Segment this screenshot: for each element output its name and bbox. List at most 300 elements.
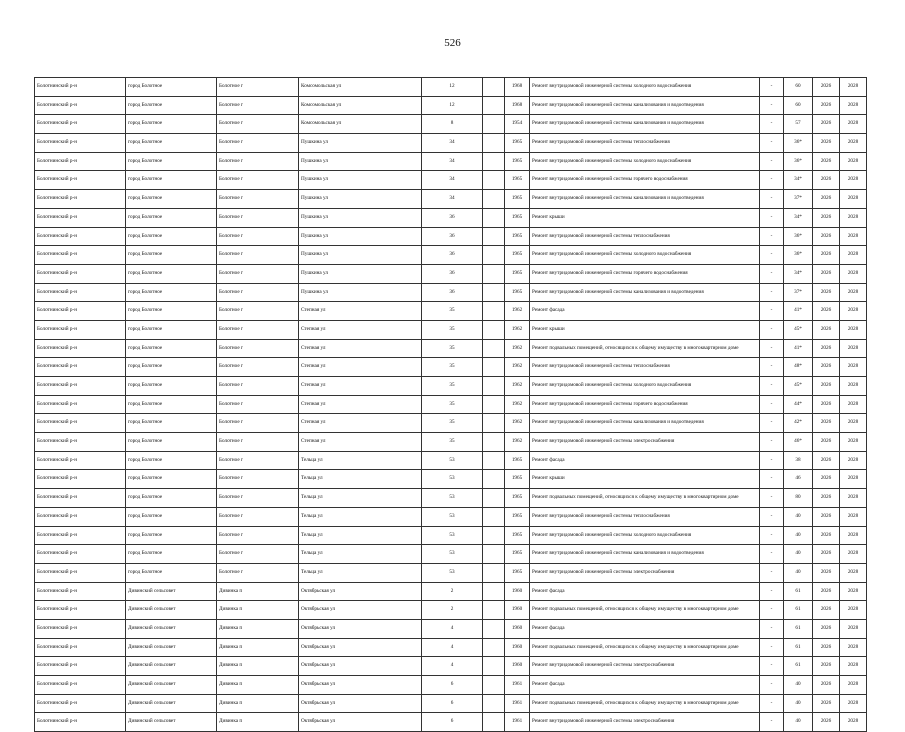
year-from-cell: 2026 [813,582,840,601]
municipality-cell: город Болотное [126,78,217,97]
house-number-cell: 53 [422,451,483,470]
reserved-cell: - [760,302,784,321]
cost-value-cell: 60 [784,96,813,115]
reserved-cell: - [760,619,784,638]
street-cell: Октябрьская ул [299,601,422,620]
table-row [35,96,867,115]
work-type-cell: Ремонт фасада [530,676,760,695]
housing-block-cell [483,694,505,713]
construction-year-cell: 1965 [505,171,530,190]
house-number-cell: 4 [422,638,483,657]
district-cell: Болотнинский р-н [35,246,126,265]
year-from-cell: 2026 [813,601,840,620]
street-cell: Комсомольская ул [299,78,422,97]
street-cell: Степная ул [299,414,422,433]
district-cell: Болотнинский р-н [35,526,126,545]
reserved-cell: - [760,451,784,470]
construction-year-cell: 1965 [505,246,530,265]
street-cell: Октябрьская ул [299,676,422,695]
reserved-cell: - [760,601,784,620]
district-cell: Болотнинский р-н [35,264,126,283]
house-number-cell: 34 [422,134,483,153]
table-row [35,470,867,489]
table-row [35,377,867,396]
reserved-cell: - [760,320,784,339]
cost-value-cell: 40 [784,545,813,564]
year-from-cell: 2026 [813,694,840,713]
table-row [35,246,867,265]
reserved-cell: - [760,657,784,676]
year-to-cell: 2028 [840,320,867,339]
municipality-cell: город Болотное [126,246,217,265]
cost-value-cell: 61 [784,601,813,620]
table-row [35,489,867,508]
housing-block-cell [483,619,505,638]
year-to-cell: 2028 [840,171,867,190]
house-number-cell: 53 [422,470,483,489]
reserved-cell: - [760,227,784,246]
house-number-cell: 34 [422,152,483,171]
district-cell: Болотнинский р-н [35,507,126,526]
table-body [35,78,867,732]
settlement-cell: Болотное г [217,451,299,470]
settlement-cell: Болотное г [217,152,299,171]
settlement-cell: Болотное г [217,377,299,396]
reserved-cell: - [760,545,784,564]
work-type-cell: Ремонт внутридомовой инженерной системы электроснабжения [530,657,760,676]
cost-value-cell: 60 [784,78,813,97]
housing-block-cell [483,339,505,358]
municipality-cell: город Болотное [126,208,217,227]
municipality-cell: город Болотное [126,339,217,358]
cost-value-cell: 41* [784,302,813,321]
reserved-cell: - [760,358,784,377]
settlement-cell: Болотное г [217,320,299,339]
settlement-cell: Болотное г [217,227,299,246]
reserved-cell: - [760,638,784,657]
house-number-cell: 6 [422,713,483,732]
housing-block-cell [483,358,505,377]
cost-value-cell: 34* [784,264,813,283]
year-to-cell: 2028 [840,638,867,657]
table-row [35,563,867,582]
house-number-cell: 53 [422,507,483,526]
housing-block-cell [483,563,505,582]
street-cell: Комсомольская ул [299,115,422,134]
year-from-cell: 2026 [813,489,840,508]
street-cell: Пушкина ул [299,134,422,153]
housing-block-cell [483,451,505,470]
work-type-cell: Ремонт подвальных помещений, относящихся к общему имуществу в многоквартирном доме [530,694,760,713]
house-number-cell: 8 [422,115,483,134]
settlement-cell: Дивинка п [217,601,299,620]
construction-year-cell: 1965 [505,208,530,227]
housing-block-cell [483,283,505,302]
cost-value-cell: 45* [784,377,813,396]
municipality-cell: город Болотное [126,358,217,377]
district-cell: Болотнинский р-н [35,451,126,470]
table-row [35,302,867,321]
work-type-cell: Ремонт внутридомовой инженерной системы холодного водоснабжения [530,246,760,265]
construction-year-cell: 1960 [505,638,530,657]
municipality-cell: город Болотное [126,152,217,171]
settlement-cell: Дивинка п [217,638,299,657]
settlement-cell: Дивинка п [217,694,299,713]
district-cell: Болотнинский р-н [35,676,126,695]
settlement-cell: Дивинка п [217,676,299,695]
district-cell: Болотнинский р-н [35,171,126,190]
reserved-cell: - [760,190,784,209]
work-type-cell: Ремонт внутридомовой инженерной системы канализования и водоотведения [530,545,760,564]
year-to-cell: 2028 [840,134,867,153]
house-number-cell: 36 [422,283,483,302]
housing-block-cell [483,470,505,489]
construction-year-cell: 1962 [505,433,530,452]
settlement-cell: Болотное г [217,489,299,508]
construction-year-cell: 1960 [505,582,530,601]
housing-block-cell [483,601,505,620]
district-cell: Болотнинский р-н [35,638,126,657]
house-number-cell: 35 [422,302,483,321]
reserved-cell: - [760,676,784,695]
year-to-cell: 2028 [840,96,867,115]
street-cell: Тельца ул [299,563,422,582]
street-cell: Степная ул [299,339,422,358]
reserved-cell: - [760,713,784,732]
year-from-cell: 2026 [813,638,840,657]
reserved-cell: - [760,152,784,171]
year-to-cell: 2028 [840,582,867,601]
reserved-cell: - [760,414,784,433]
housing-block-cell [483,377,505,396]
street-cell: Октябрьская ул [299,713,422,732]
year-from-cell: 2026 [813,171,840,190]
municipality-cell: город Болотное [126,526,217,545]
cost-value-cell: 38 [784,451,813,470]
street-cell: Степная ул [299,433,422,452]
work-type-cell: Ремонт внутридомовой инженерной системы электроснабжения [530,433,760,452]
municipality-cell: город Болотное [126,264,217,283]
municipality-cell: город Болотное [126,545,217,564]
table-row [35,713,867,732]
year-from-cell: 2026 [813,302,840,321]
settlement-cell: Болотное г [217,545,299,564]
construction-year-cell: 1960 [505,601,530,620]
cost-value-cell: 61 [784,619,813,638]
settlement-cell: Болотное г [217,208,299,227]
street-cell: Октябрьская ул [299,582,422,601]
work-type-cell: Ремонт внутридомовой инженерной системы канализования и водоотведения [530,283,760,302]
street-cell: Степная ул [299,395,422,414]
cost-value-cell: 40 [784,563,813,582]
settlement-cell: Болотное г [217,96,299,115]
settlement-cell: Дивинка п [217,619,299,638]
table-row [35,526,867,545]
housing-block-cell [483,526,505,545]
year-to-cell: 2028 [840,545,867,564]
housing-block-cell [483,676,505,695]
table-row [35,433,867,452]
work-type-cell: Ремонт внутридомовой инженерной системы канализования и водоотведения [530,190,760,209]
settlement-cell: Болотное г [217,302,299,321]
district-cell: Болотнинский р-н [35,619,126,638]
reserved-cell: - [760,246,784,265]
street-cell: Тельца ул [299,545,422,564]
work-type-cell: Ремонт подвальных помещений, относящихся к общему имуществу в многоквартирном доме [530,638,760,657]
reserved-cell: - [760,134,784,153]
district-cell: Болотнинский р-н [35,694,126,713]
municipality-cell: город Болотное [126,171,217,190]
house-number-cell: 36 [422,227,483,246]
year-from-cell: 2026 [813,395,840,414]
year-from-cell: 2026 [813,451,840,470]
reserved-cell: - [760,582,784,601]
work-type-cell: Ремонт фасада [530,619,760,638]
house-number-cell: 35 [422,414,483,433]
housing-block-cell [483,657,505,676]
street-cell: Тельца ул [299,470,422,489]
cost-value-cell: 61 [784,657,813,676]
year-to-cell: 2028 [840,694,867,713]
year-from-cell: 2026 [813,115,840,134]
reserved-cell: - [760,395,784,414]
year-to-cell: 2028 [840,489,867,508]
cost-value-cell: 57 [784,115,813,134]
municipality-cell: Дивинский сельсовет [126,619,217,638]
work-type-cell: Ремонт внутридомовой инженерной системы теплоснабжения [530,358,760,377]
street-cell: Пушкина ул [299,152,422,171]
construction-year-cell: 1965 [505,152,530,171]
district-cell: Болотнинский р-н [35,302,126,321]
street-cell: Пушкина ул [299,171,422,190]
settlement-cell: Болотное г [217,358,299,377]
work-type-cell: Ремонт внутридомовой инженерной системы электроснабжения [530,713,760,732]
year-from-cell: 2026 [813,152,840,171]
municipality-cell: город Болотное [126,320,217,339]
year-from-cell: 2026 [813,507,840,526]
house-number-cell: 34 [422,171,483,190]
house-number-cell: 53 [422,526,483,545]
house-number-cell: 4 [422,657,483,676]
table-row [35,395,867,414]
year-from-cell: 2026 [813,545,840,564]
housing-block-cell [483,190,505,209]
settlement-cell: Болотное г [217,246,299,265]
cost-value-cell: 61 [784,582,813,601]
settlement-cell: Болотное г [217,433,299,452]
cost-value-cell: 40 [784,507,813,526]
year-from-cell: 2026 [813,713,840,732]
construction-year-cell: 1965 [505,526,530,545]
street-cell: Октябрьская ул [299,638,422,657]
settlement-cell: Болотное г [217,78,299,97]
municipality-cell: город Болотное [126,489,217,508]
table-row [35,320,867,339]
house-number-cell: 35 [422,339,483,358]
year-from-cell: 2026 [813,377,840,396]
table-row [35,152,867,171]
construction-year-cell: 1965 [505,507,530,526]
cost-value-cell: 61 [784,638,813,657]
year-to-cell: 2028 [840,414,867,433]
reserved-cell: - [760,96,784,115]
table-row [35,283,867,302]
street-cell: Комсомольская ул [299,96,422,115]
work-type-cell: Ремонт фасада [530,582,760,601]
work-type-cell: Ремонт крыши [530,470,760,489]
housing-block-cell [483,227,505,246]
house-number-cell: 35 [422,395,483,414]
work-type-cell: Ремонт внутридомовой инженерной системы канализования и водоотведения [530,414,760,433]
district-cell: Болотнинский р-н [35,489,126,508]
year-to-cell: 2028 [840,657,867,676]
work-type-cell: Ремонт внутридомовой инженерной системы канализования и водоотведения [530,115,760,134]
municipality-cell: город Болотное [126,507,217,526]
district-cell: Болотнинский р-н [35,545,126,564]
year-from-cell: 2026 [813,208,840,227]
street-cell: Пушкина ул [299,283,422,302]
year-to-cell: 2028 [840,433,867,452]
district-cell: Болотнинский р-н [35,395,126,414]
municipality-cell: Дивинский сельсовет [126,713,217,732]
year-to-cell: 2028 [840,395,867,414]
work-type-cell: Ремонт внутридомовой инженерной системы холодного водоснабжения [530,78,760,97]
settlement-cell: Болотное г [217,563,299,582]
construction-year-cell: 1962 [505,414,530,433]
work-type-cell: Ремонт внутридомовой инженерной системы холодного водоснабжения [530,377,760,396]
cost-value-cell: 42* [784,414,813,433]
municipality-cell: город Болотное [126,395,217,414]
district-cell: Болотнинский р-н [35,320,126,339]
year-to-cell: 2028 [840,208,867,227]
table-row [35,134,867,153]
housing-block-cell [483,320,505,339]
district-cell: Болотнинский р-н [35,414,126,433]
municipality-cell: Дивинский сельсовет [126,676,217,695]
settlement-cell: Болотное г [217,507,299,526]
construction-year-cell: 1962 [505,395,530,414]
housing-block-cell [483,96,505,115]
year-to-cell: 2028 [840,358,867,377]
reserved-cell: - [760,115,784,134]
district-cell: Болотнинский р-н [35,190,126,209]
year-to-cell: 2028 [840,78,867,97]
housing-block-cell [483,264,505,283]
year-to-cell: 2028 [840,470,867,489]
settlement-cell: Болотное г [217,470,299,489]
construction-year-cell: 1961 [505,713,530,732]
reserved-cell: - [760,283,784,302]
page-number: 526 [444,37,461,49]
municipality-cell: город Болотное [126,302,217,321]
cost-value-cell: 34* [784,171,813,190]
housing-block-cell [483,713,505,732]
house-number-cell: 53 [422,563,483,582]
year-to-cell: 2028 [840,227,867,246]
housing-block-cell [483,545,505,564]
work-type-cell: Ремонт внутридомовой инженерной системы горячего водоснабжения [530,395,760,414]
district-cell: Болотнинский р-н [35,358,126,377]
reserved-cell: - [760,489,784,508]
cost-value-cell: 41* [784,339,813,358]
municipality-cell: город Болотное [126,414,217,433]
municipality-cell: Дивинский сельсовет [126,601,217,620]
construction-year-cell: 1965 [505,264,530,283]
settlement-cell: Болотное г [217,134,299,153]
municipality-cell: Дивинский сельсовет [126,694,217,713]
house-number-cell: 35 [422,320,483,339]
municipality-cell: город Болотное [126,96,217,115]
settlement-cell: Болотное г [217,414,299,433]
construction-year-cell: 1961 [505,676,530,695]
work-type-cell: Ремонт подвальных помещений, относящихся к общему имуществу в многоквартирном доме [530,601,760,620]
district-cell: Болотнинский р-н [35,657,126,676]
house-number-cell: 35 [422,377,483,396]
table-row [35,78,867,97]
municipality-cell: город Болотное [126,451,217,470]
district-cell: Болотнинский р-н [35,227,126,246]
district-cell: Болотнинский р-н [35,96,126,115]
construction-year-cell: 1954 [505,115,530,134]
housing-block-cell [483,171,505,190]
district-cell: Болотнинский р-н [35,152,126,171]
house-number-cell: 53 [422,545,483,564]
work-type-cell: Ремонт внутридомовой инженерной системы холодного водоснабжения [530,526,760,545]
year-from-cell: 2026 [813,619,840,638]
year-from-cell: 2026 [813,134,840,153]
work-type-cell: Ремонт подвальных помещений, относящихся к общему имуществу в многоквартирном доме [530,339,760,358]
cost-value-cell: 80 [784,489,813,508]
reserved-cell: - [760,339,784,358]
street-cell: Тельца ул [299,451,422,470]
cost-value-cell: 36* [784,227,813,246]
construction-year-cell: 1960 [505,657,530,676]
year-from-cell: 2026 [813,657,840,676]
street-cell: Октябрьская ул [299,619,422,638]
settlement-cell: Болотное г [217,339,299,358]
cost-value-cell: 37* [784,190,813,209]
year-from-cell: 2026 [813,470,840,489]
construction-year-cell: 1965 [505,451,530,470]
cost-value-cell: 40 [784,713,813,732]
street-cell: Октябрьская ул [299,657,422,676]
house-number-cell: 36 [422,264,483,283]
street-cell: Тельца ул [299,507,422,526]
district-cell: Болотнинский р-н [35,470,126,489]
work-type-cell: Ремонт внутридомовой инженерной системы теплоснабжения [530,134,760,153]
year-to-cell: 2028 [840,264,867,283]
construction-year-cell: 1962 [505,302,530,321]
year-from-cell: 2026 [813,320,840,339]
year-from-cell: 2026 [813,563,840,582]
table-row [35,451,867,470]
table-row [35,227,867,246]
work-type-cell: Ремонт крыши [530,320,760,339]
settlement-cell: Болотное г [217,283,299,302]
municipality-cell: город Болотное [126,377,217,396]
table-row [35,601,867,620]
district-cell: Болотнинский р-н [35,78,126,97]
year-from-cell: 2026 [813,526,840,545]
reserved-cell: - [760,563,784,582]
housing-block-cell [483,115,505,134]
year-to-cell: 2028 [840,563,867,582]
table-row [35,208,867,227]
work-type-cell: Ремонт внутридомовой инженерной системы холодного водоснабжения [530,152,760,171]
construction-year-cell: 1960 [505,619,530,638]
cost-value-cell: 48* [784,358,813,377]
district-cell: Болотнинский р-н [35,433,126,452]
